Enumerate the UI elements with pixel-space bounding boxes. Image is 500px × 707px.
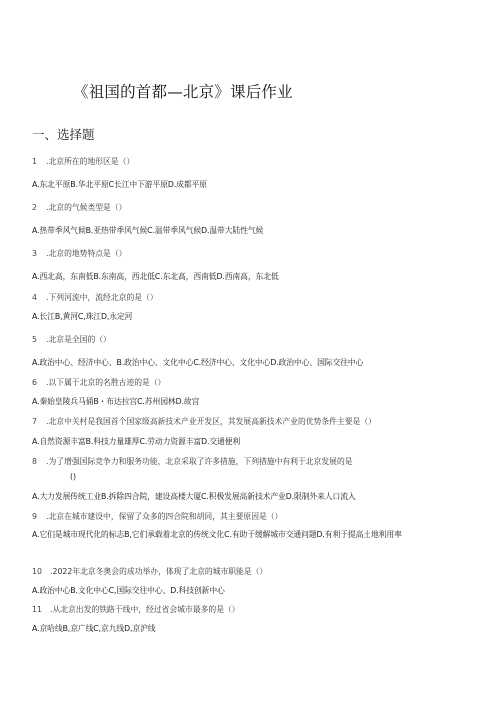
question-5 — [32, 334, 472, 345]
question-number: 6 — [32, 378, 37, 387]
question-1-options: A.东北平原B.华北平原C长江中下游平原D.成都平原 — [32, 180, 207, 189]
question-text: .为了增强国际竞争力和服务功能，北京采取了许多措施，下列措施中有利于北京发展的是 — [46, 457, 353, 466]
question-6 — [32, 377, 472, 388]
question-number: 4 — [32, 293, 37, 302]
question-number: 7 — [32, 417, 37, 426]
question-8-options: A.大力发展传统工业B.拆除四合院，建设高楼大厦C.积极发展高新技术产业D.限制外来人口流入 — [32, 492, 356, 501]
question-number: 1 — [32, 157, 37, 166]
question-9 — [32, 511, 472, 522]
section-heading: 一、选择题 — [32, 127, 95, 142]
question-2-options: A.热带季风气候B.亚热带季风气候C.温带季风气候D.温带大陆性气候 — [32, 226, 264, 235]
question-text: .北京的气候类型是（） — [46, 203, 127, 212]
question-number: 5 — [32, 335, 37, 344]
question-8 — [32, 456, 472, 467]
question-text: .下列河流中，流经北京的是（） — [46, 293, 158, 302]
question-11 — [32, 604, 472, 615]
question-text: .从北京出发的铁路干线中，经过省会城市最多的是（） — [50, 605, 240, 614]
question-text: .以下属于北京的名胜古迹的是（） — [46, 378, 166, 387]
question-text: .北京的地势特点是（） — [46, 249, 127, 258]
question-number: 8 — [32, 457, 37, 466]
question-3-options: A.西北高，东南低B.东南高，西北低C.东北高，西南低D.西南高，东北低 — [32, 272, 279, 281]
question-5-options: A.政治中心、经济中心、B.政治中心、文化中心C.经济中心、文化中心D.政治中心、国际交往中心 — [32, 358, 364, 367]
question-number: 9 — [32, 512, 37, 521]
question-4 — [32, 292, 472, 303]
question-number: 3 — [32, 249, 37, 258]
question-10-options: A.政治中心B.文化中心C,国际交往中心、D.科技创新中心 — [32, 586, 225, 595]
question-number: 2 — [32, 203, 37, 212]
question-text: .北京在城市建设中，保留了众多的四合院和胡同，其主要原因是（） — [46, 512, 283, 521]
question-7-options: A.自然资源丰富B.科技力量雄厚C.劳动力资源丰富D.交通便利 — [32, 437, 241, 446]
question-text: .北京是全国的（） — [46, 335, 111, 344]
question-6-options: A.秦始皇陵兵马俑B・布达拉宫C.苏州园林D.故宫 — [32, 397, 200, 406]
question-4-options: A.长江B,黄河C,珠江D,永定河 — [32, 312, 133, 321]
question-text: .北京所在的地形区是（） — [46, 157, 135, 166]
document-title: 《祖国的首都—北京》课后作业 — [73, 83, 293, 101]
question-3 — [32, 248, 472, 259]
question-7 — [32, 416, 472, 427]
question-2 — [32, 202, 472, 213]
question-number: 11 — [32, 605, 42, 614]
question-text: .2022年北京冬奥会的成功举办，体现了北京的城市职能是（） — [50, 567, 268, 576]
question-number: 10 — [32, 567, 42, 576]
question-text: .北京中关村是我国首个国家级高新技术产业开发区，其发展高新技术产业的优势条件主要是（） — [46, 417, 376, 426]
question-1 — [32, 156, 472, 167]
question-9-options: A.它们是城市现代化的标志B,它们承载着北京的传统文化C.有助于缓解城市交通问题D.有利于提高土地利用率 — [32, 530, 402, 539]
question-11-options: A.京哈线B,京广线C,京九线D,京沪线 — [32, 624, 156, 633]
question-8-answer-blank: () — [70, 472, 77, 481]
question-10 — [32, 566, 472, 577]
